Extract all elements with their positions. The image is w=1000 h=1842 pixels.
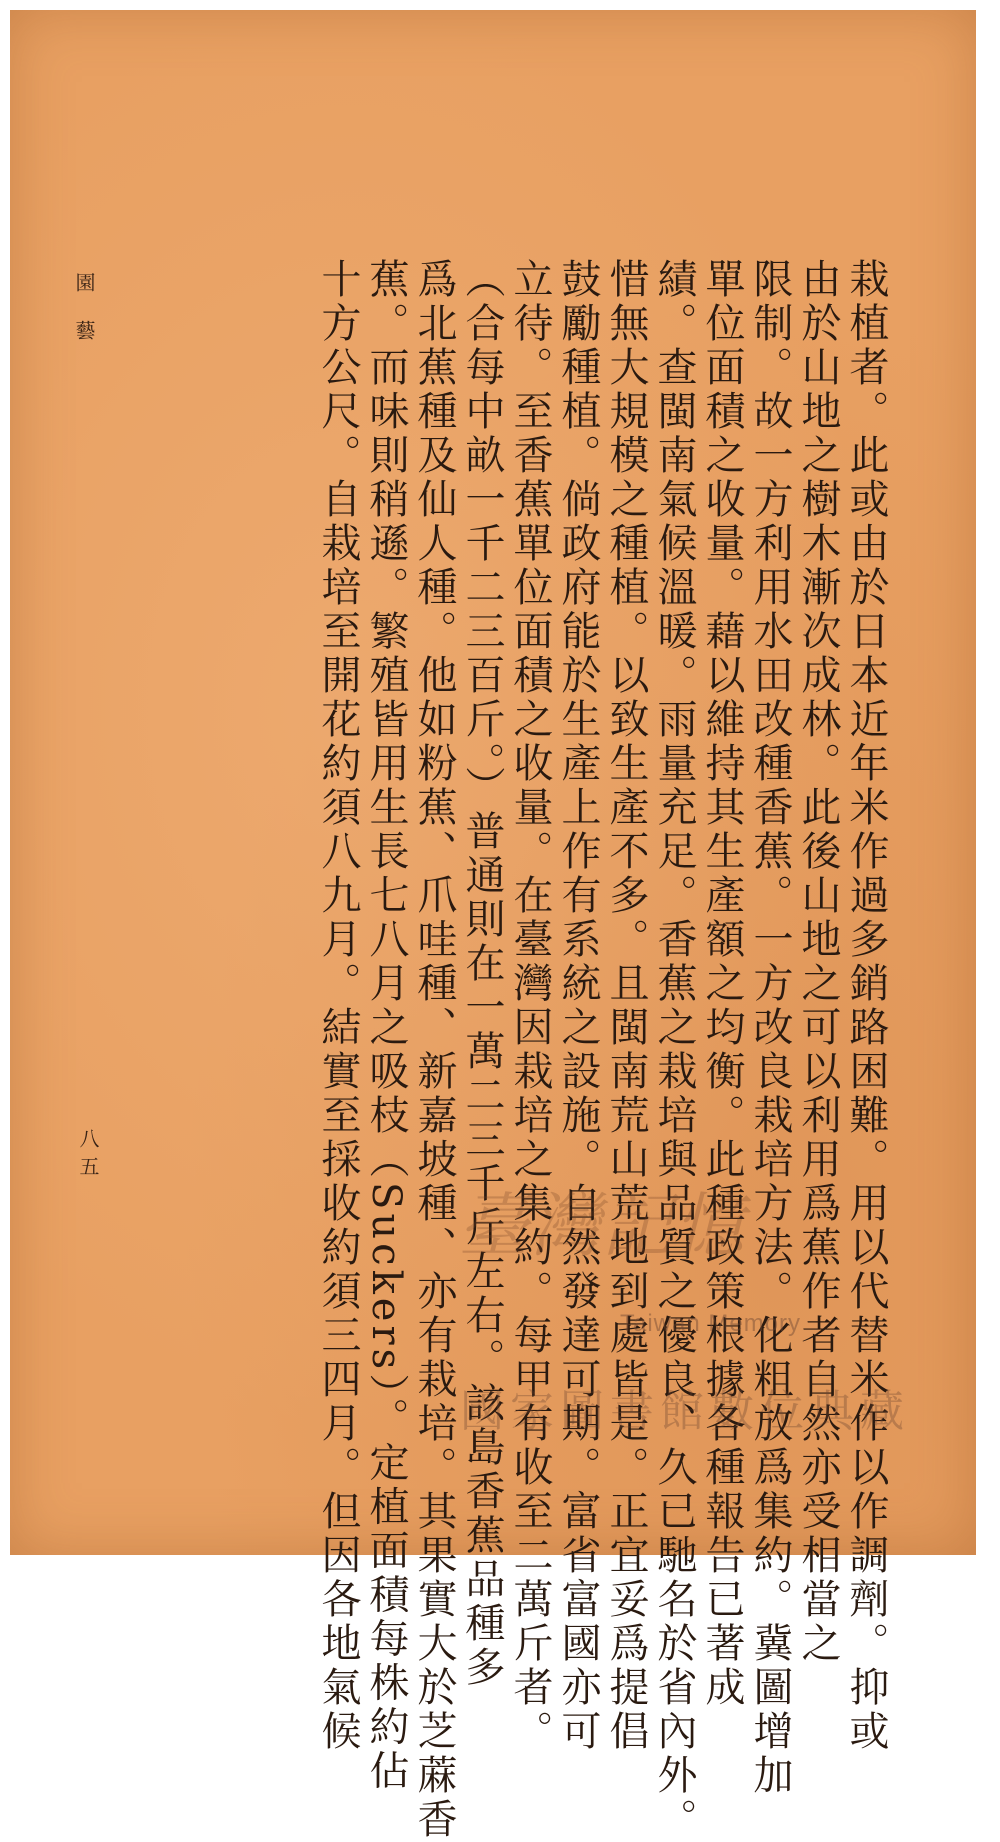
text-line: 十方公尺。自栽培至開花約須八九月。結實至採收約須三四月。但因各地氣候 (315, 258, 361, 1754)
watermark-logo: 臺灣記憶 (458, 1185, 746, 1267)
book-page (10, 10, 976, 1842)
text-line: 單位面積之收量。藉以維持其生產額之均衡。此種政策根據各種報告已著成 (699, 258, 745, 1710)
text-line: 惜無大規模之種植。以致生產不多。且閩南荒山荒地到處皆是。正宜妥爲提倡 (603, 258, 649, 1754)
text-line: 爲北蕉種及仙人種。他如粉蕉、爪哇種、新嘉坡種、亦有栽培。其果實大於芝蔴香 (411, 258, 457, 1842)
text-line: 鼓勵種植。倘政府能於生產上作有系統之設施。自然發達可期。富省富國亦可 (555, 258, 601, 1754)
text-line: 限制。故一方利用水田改種香蕉。一方改良栽培方法。化粗放爲集約。冀圖增加 (747, 258, 793, 1798)
running-title: 園藝 (72, 272, 96, 368)
text-line: 立待。至香蕉單位面積之收量。在臺灣因栽培之集約。每甲有收至二萬斤者。 (507, 258, 553, 1754)
text-line: （合每中畝一千二三百斤。）普通則在一萬二三千斤左右。該島香蕉品種多 (459, 258, 505, 1690)
watermark-subtitle: Taiwan Memory (620, 1310, 802, 1337)
text-line: 栽植者。此或由於日本近年米作過多銷路困難。用以代替米作以作調劑。抑或 (843, 258, 889, 1754)
text-line: 績。查閩南氣候溫暖。雨量充足。香蕉之栽培與品質之優良、久已馳名於省內外。 (651, 258, 697, 1842)
text-line: 由於山地之樹木漸次成林。此後山地之可以利用爲蕉作者自然亦受相當之 (795, 258, 841, 1666)
page-number: 八五 (76, 1128, 100, 1184)
watermark-archive: 國家圖書館數位典藏 (460, 1387, 910, 1436)
text-line: 蕉。而味則稍遜。繁殖皆用生長七八月之吸枝（Suckers）。定植面積每株約佔 (363, 258, 409, 1794)
